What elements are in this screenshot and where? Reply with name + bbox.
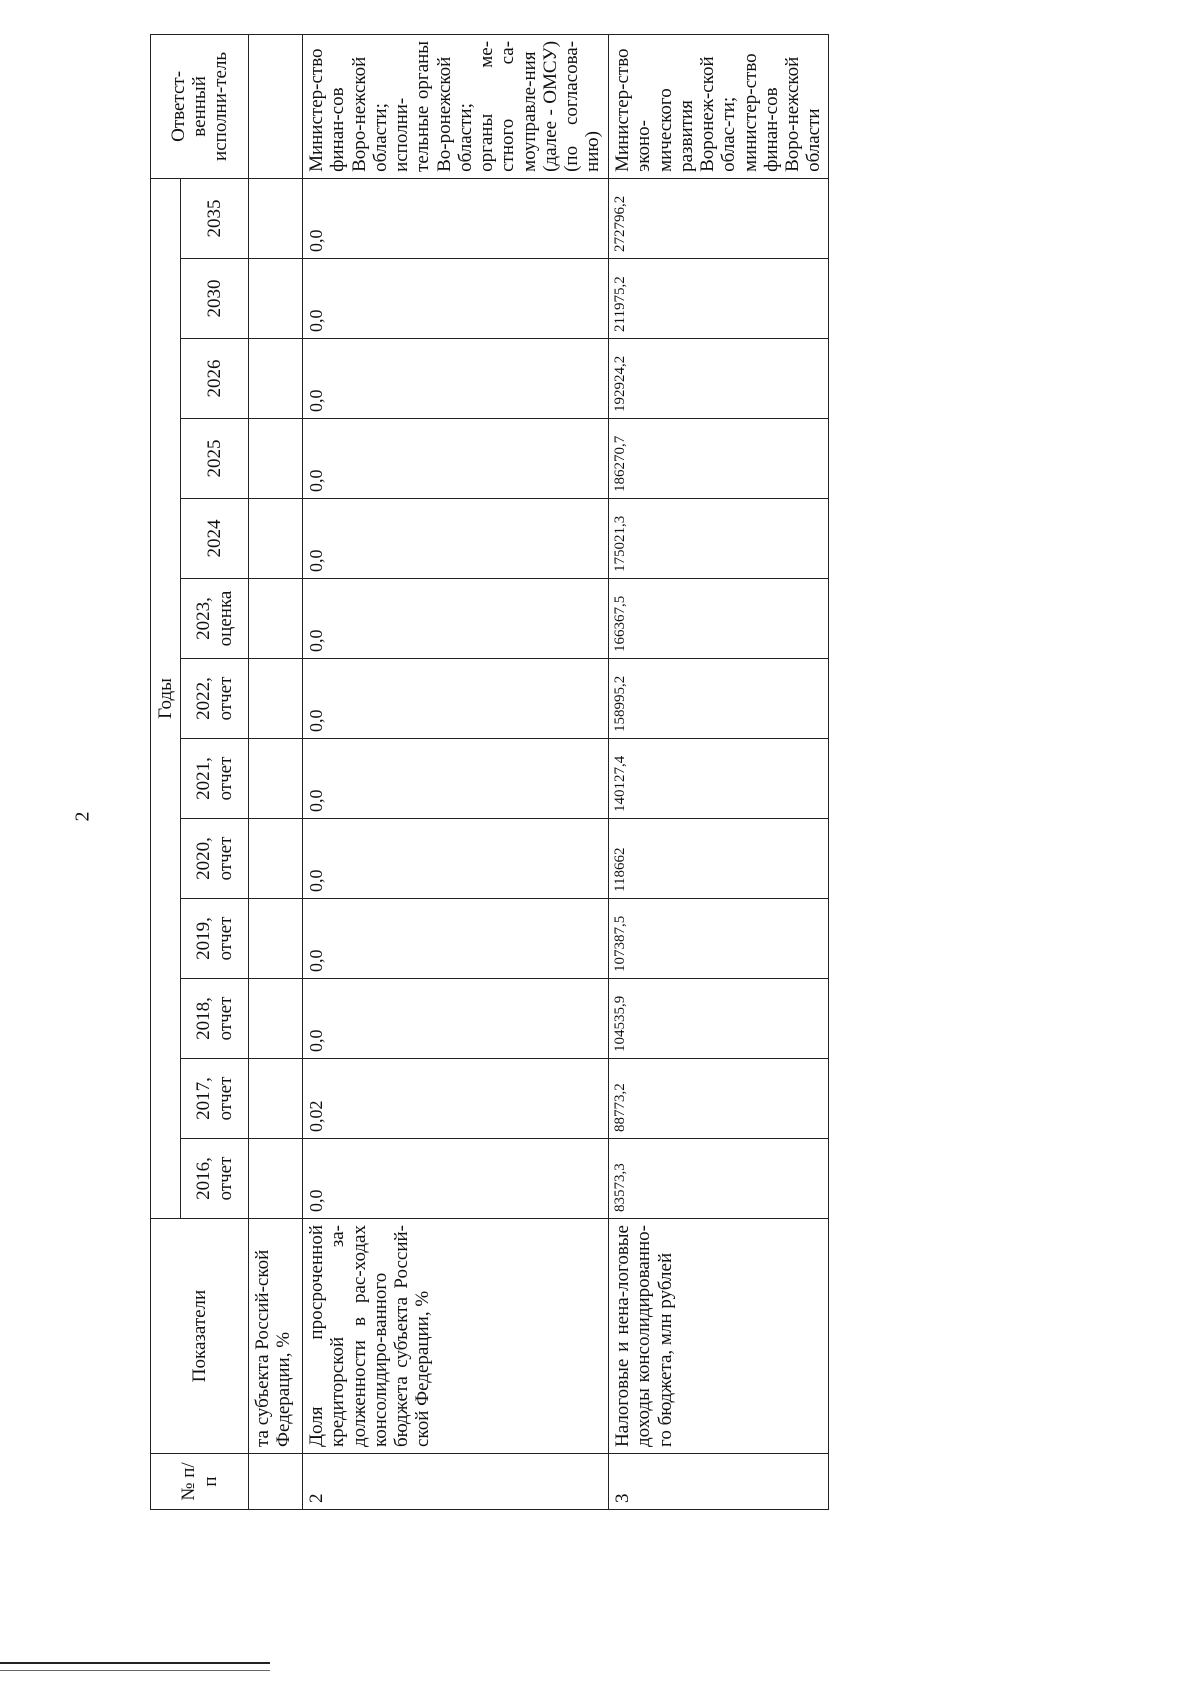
indicators-table [150, 34, 829, 1510]
row-value [249, 739, 303, 819]
header-year: 2035 [181, 178, 249, 258]
row-value: 0,0 [303, 339, 609, 419]
row-value: 0,0 [303, 979, 609, 1059]
header-responsible: Ответст-венный исполни-тель [151, 34, 249, 178]
header-year: 2030 [181, 259, 249, 339]
header-years: Годы [151, 178, 181, 1218]
row-indicator: та субъекта Россий-ской Федерации, % [249, 1219, 303, 1454]
row-value: 175021,3 [609, 499, 829, 579]
row-value: 104535,9 [609, 979, 829, 1059]
row-indicator: Доля просроченной кредиторской за-долженности в рас-ходах консолидиро-ванного бюджета субъекта Россий-ской Федерации, % [303, 1219, 609, 1454]
row-value: 166367,5 [609, 579, 829, 659]
header-indicator: Показатели [151, 1219, 249, 1454]
row-responsible: Министер-ство эконо-мического развития Воронеж-ской облас-ти; министер-ство финан-сов Воро-нежской области [609, 34, 829, 178]
header-year: 2024 [181, 499, 249, 579]
header-year: 2021, отчет [181, 739, 249, 819]
header-year: 2019, отчет [181, 899, 249, 979]
row-value [249, 899, 303, 979]
row-value: 0,0 [303, 739, 609, 819]
row-value [249, 659, 303, 739]
row-value: 211975,2 [609, 259, 829, 339]
row-value [249, 419, 303, 499]
row-value: 0,0 [303, 819, 609, 899]
page-number: 2 [71, 811, 94, 822]
row-value: 0,0 [303, 1139, 609, 1219]
footer-rule [0, 1662, 270, 1664]
header-num: № п/п [151, 1454, 249, 1510]
table-row [303, 34, 609, 1509]
row-value [249, 1059, 303, 1139]
header-year: 2022, отчет [181, 659, 249, 739]
row-value: 0,0 [303, 259, 609, 339]
row-value [249, 339, 303, 419]
row-indicator: Налоговые и нена-логовые доходы консолидированно-го бюджета, млн рублей [609, 1219, 829, 1454]
row-value: 140127,4 [609, 739, 829, 819]
row-value: 118662 [609, 819, 829, 899]
row-value: 0,0 [303, 499, 609, 579]
row-num [249, 1454, 303, 1510]
row-value: 0,0 [303, 899, 609, 979]
row-value: 0,0 [303, 659, 609, 739]
table-row [249, 34, 303, 1509]
row-value: 272796,2 [609, 178, 829, 258]
row-value [249, 979, 303, 1059]
row-value: 107387,5 [609, 899, 829, 979]
footer-rule-thin [0, 1670, 270, 1671]
row-value: 88773,2 [609, 1059, 829, 1139]
row-responsible: Министер-ство финан-сов Воро-нежской области; исполни-тельные органы Во-ронежской области; органы ме-стного са-моуправле-ния (далее - ОМСУ) (по согласова-нию) [303, 34, 609, 178]
row-num: 2 [303, 1454, 609, 1510]
header-year: 2018, отчет [181, 979, 249, 1059]
row-value [249, 499, 303, 579]
header-year: 2026 [181, 339, 249, 419]
row-num: 3 [609, 1454, 829, 1510]
row-value: 192924,2 [609, 339, 829, 419]
row-value: 0,0 [303, 579, 609, 659]
header-year: 2023, оценка [181, 579, 249, 659]
row-value: 0,0 [303, 178, 609, 258]
header-year: 2025 [181, 419, 249, 499]
rotated-table-container [150, 35, 825, 1510]
header-year: 2017, отчет [181, 1059, 249, 1139]
table-row [609, 34, 829, 1509]
row-responsible [249, 34, 303, 178]
row-value [249, 1139, 303, 1219]
header-year: 2016, отчет [181, 1139, 249, 1219]
row-value: 0,0 [303, 419, 609, 499]
row-value [249, 819, 303, 899]
row-value: 158995,2 [609, 659, 829, 739]
row-value [249, 579, 303, 659]
row-value: 83573,3 [609, 1139, 829, 1219]
row-value [249, 259, 303, 339]
header-year: 2020, отчет [181, 819, 249, 899]
row-value: 186270,7 [609, 419, 829, 499]
row-value [249, 178, 303, 258]
row-value: 0,02 [303, 1059, 609, 1139]
